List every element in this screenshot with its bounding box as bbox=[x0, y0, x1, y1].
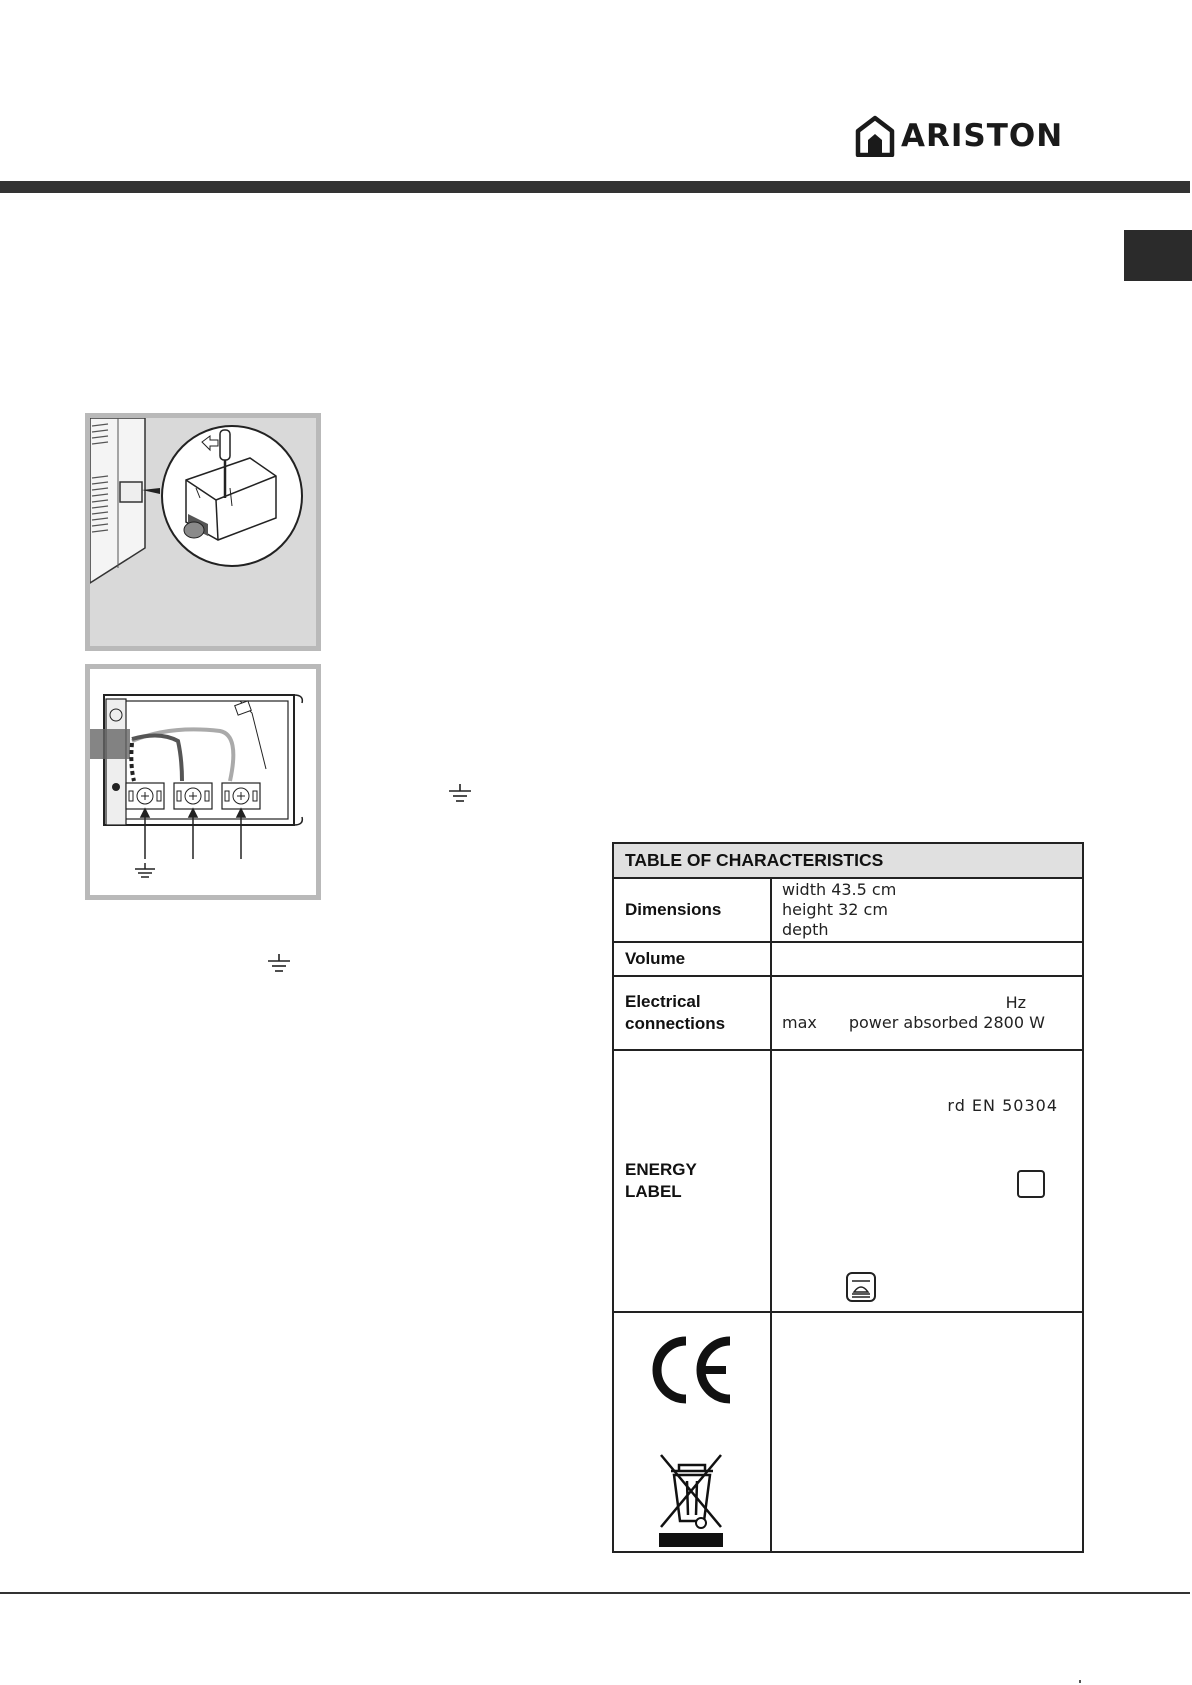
characteristics-table bbox=[612, 842, 1084, 1553]
table-row bbox=[613, 976, 1083, 1050]
electrical-label bbox=[613, 976, 771, 1050]
compliance-text bbox=[771, 1312, 1083, 1552]
dimension-height: height 32 cm bbox=[782, 900, 888, 919]
terminal-box-illustration bbox=[85, 413, 321, 651]
page-edge-mark bbox=[1079, 1680, 1081, 1683]
frequency-unit: Hz bbox=[1005, 993, 1026, 1012]
terminal-block-wiring-illustration bbox=[90, 669, 316, 895]
volume-label: Volume bbox=[613, 942, 771, 976]
terminal-block-illustration bbox=[85, 664, 321, 900]
terminal-box-screwdriver-illustration bbox=[90, 418, 316, 646]
earth-ground-icon bbox=[446, 784, 474, 804]
table-row bbox=[613, 878, 1083, 942]
dimension-width: width 43.5 cm bbox=[782, 880, 897, 899]
energy-value bbox=[771, 1050, 1083, 1312]
energy-label-line2: LABEL bbox=[625, 1182, 682, 1201]
table-title: TABLE OF CHARACTERISTICS bbox=[613, 843, 1083, 878]
footer-divider bbox=[0, 1592, 1190, 1594]
table-row bbox=[613, 1050, 1083, 1312]
electrical-label-line1: Electrical bbox=[625, 992, 701, 1011]
energy-label bbox=[613, 1050, 771, 1312]
brand-logo bbox=[855, 114, 1085, 158]
table-header-row bbox=[613, 843, 1083, 878]
max-label: max bbox=[782, 1013, 817, 1032]
electrical-label-line2: connections bbox=[625, 1014, 726, 1033]
energy-label-line1: ENERGY bbox=[625, 1160, 697, 1179]
language-tab bbox=[1124, 230, 1192, 281]
dimension-depth: depth bbox=[782, 920, 829, 939]
dimensions-value bbox=[771, 878, 1083, 942]
header-divider bbox=[0, 181, 1190, 193]
brand-name: ARISTON bbox=[901, 118, 1064, 154]
compliance-marks bbox=[613, 1312, 771, 1552]
ce-mark-icon bbox=[650, 1335, 734, 1405]
table-row bbox=[613, 1312, 1083, 1552]
energy-class-box bbox=[1017, 1170, 1045, 1198]
oven-cooking-icon bbox=[846, 1272, 876, 1302]
table-row bbox=[613, 942, 1083, 976]
house-logo-icon bbox=[855, 115, 895, 157]
earth-ground-icon bbox=[265, 954, 293, 974]
volume-value bbox=[771, 942, 1083, 976]
electrical-value bbox=[771, 976, 1083, 1050]
crossed-bin-weee-icon bbox=[657, 1451, 727, 1547]
dimensions-label: Dimensions bbox=[613, 878, 771, 942]
power-absorbed: power absorbed 2800 W bbox=[848, 1013, 1045, 1032]
energy-standard: rd EN 50304 bbox=[947, 1096, 1058, 1115]
